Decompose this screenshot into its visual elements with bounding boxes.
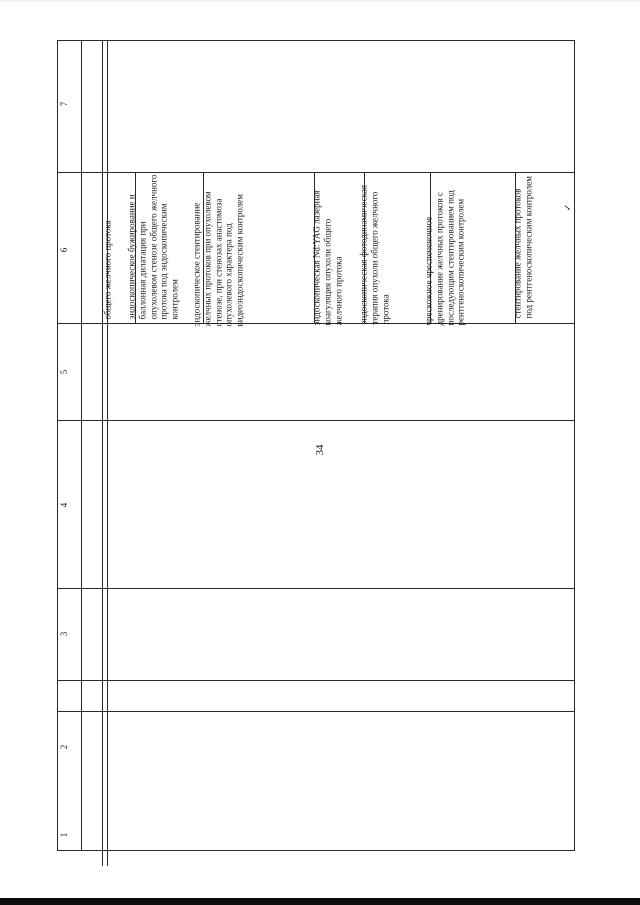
scan-top-edge	[0, 0, 640, 2]
column-number-3: 3	[59, 631, 69, 637]
scan-bottom-edge	[0, 898, 640, 905]
separator-5-4	[57, 420, 575, 421]
separator-3-2	[57, 680, 575, 681]
page-number: 34	[314, 444, 326, 456]
col6-entry-1: общего желчного протока	[102, 220, 113, 320]
table-top-rule	[57, 40, 575, 41]
col6-entry-2: эндоскопическое бужирование и баллонная дилатация при опухолевом стенозе общего желчного протока под эндоскопическим контролем	[126, 174, 180, 320]
column-number-4: 4	[59, 502, 69, 508]
column-number-1: 1	[59, 832, 69, 838]
body-left-rule-inner	[107, 40, 108, 866]
col6-entry-4: эндоскопическая Nd:YAG лазерная коагуляция опухоли общего желчного протока	[311, 190, 344, 326]
separator-2-1	[57, 711, 575, 712]
table-right-rule	[574, 40, 575, 851]
column-number-6: 6	[59, 247, 69, 253]
col6-entry-6: чрескожное чреспеченочное дренирование желчных протоков с последующим стентированием под рентгеноскопическим контролем	[423, 190, 466, 326]
col6-entry-7: стентирование желчных протоков под рентгеноскопическим контролем	[512, 176, 534, 319]
rotated-table	[57, 40, 575, 866]
table-bottom-rule	[57, 850, 575, 851]
separator-4-3	[57, 588, 575, 589]
header-inner-rule	[81, 40, 82, 851]
column-number-5: 5	[59, 369, 69, 375]
column-number-7: 7	[59, 101, 69, 107]
margin-check-mark: ✓	[562, 203, 573, 212]
col6-entry-3: эндоскопическое стентирование желчных протоков при опухолевом стенозе, при стенозах анастомоза опухолевого характера под видеоэндоскопическим контролем	[191, 191, 245, 327]
body-left-rule	[102, 40, 103, 866]
column-number-2: 2	[59, 744, 69, 750]
col6-entry-5: эндоскопическая фотодинамическая терапия опухоли общего желчного протока	[358, 185, 391, 325]
